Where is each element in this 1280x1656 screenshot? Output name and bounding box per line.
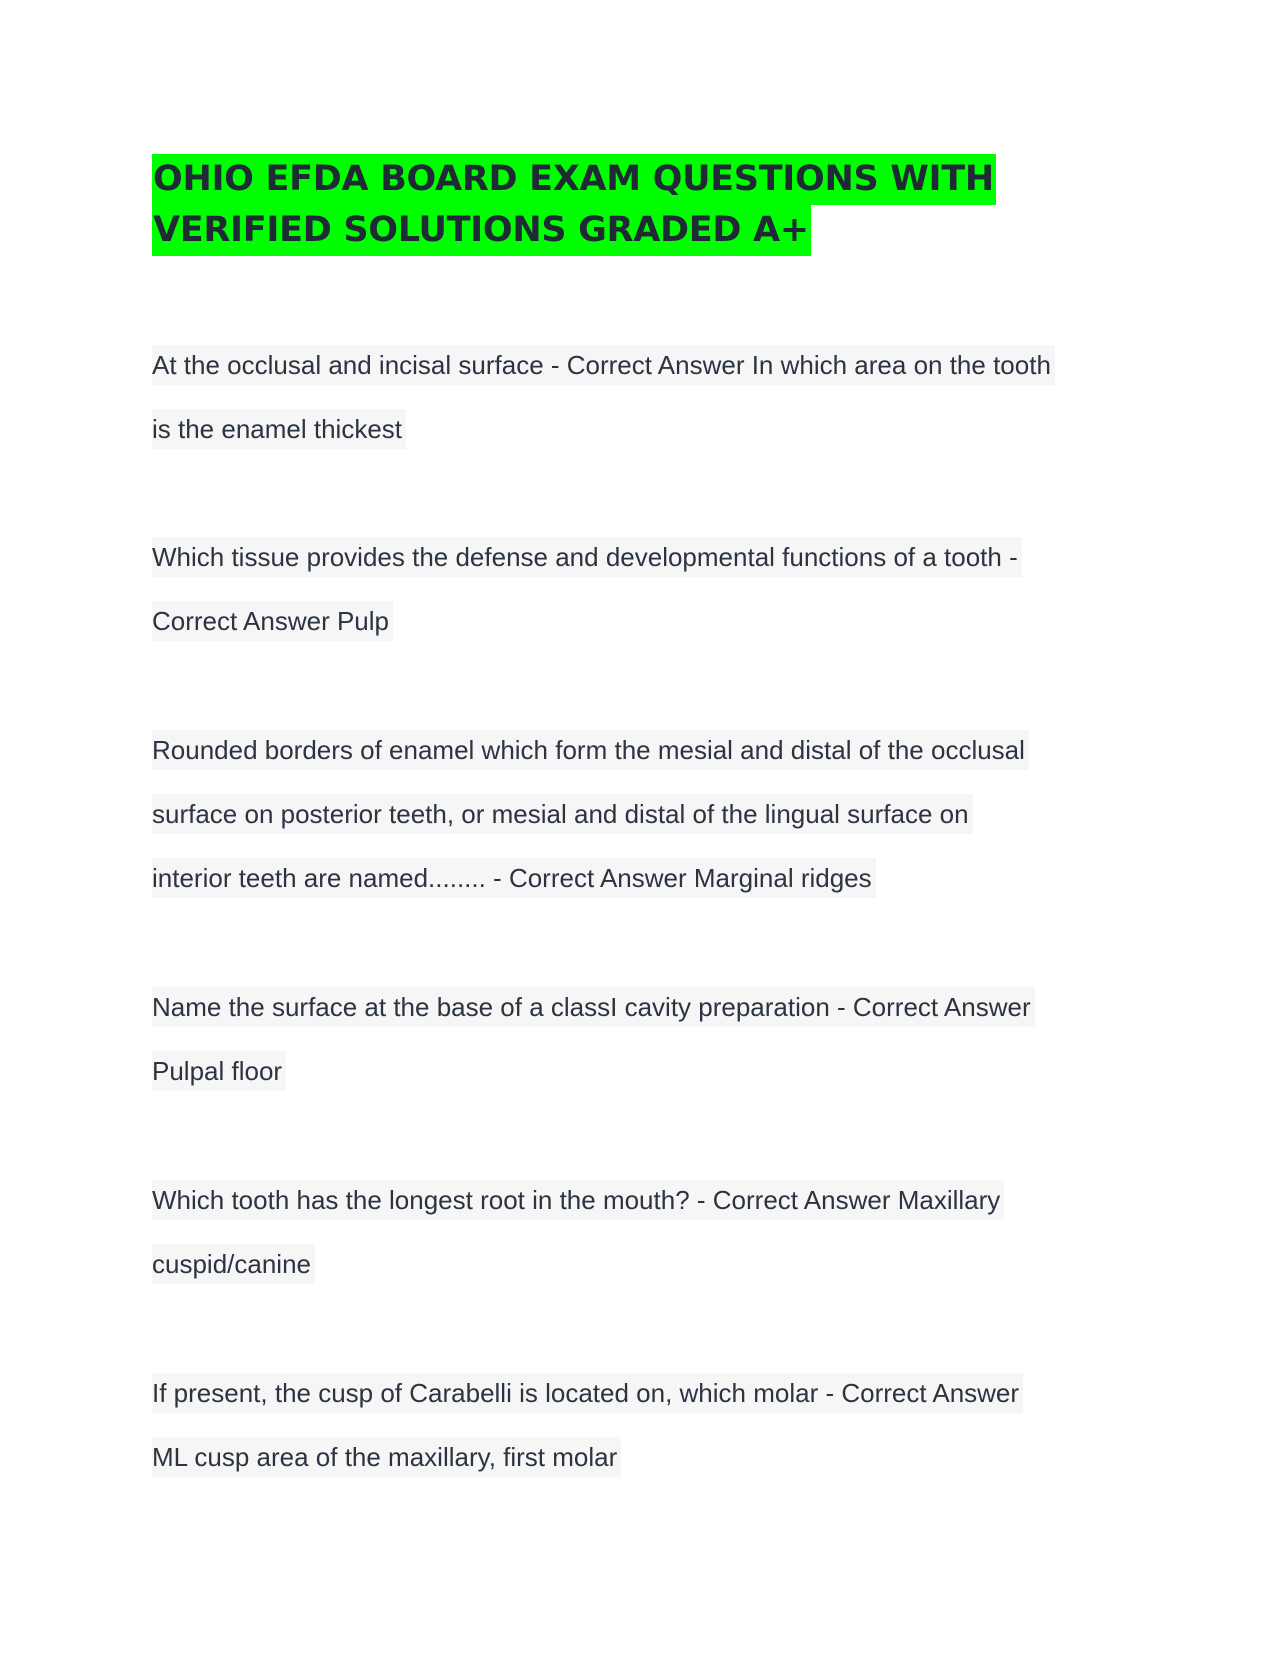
qa-line: Correct Answer Pulp [152,601,393,641]
qa-line: At the occlusal and incisal surface - Correct Answer In which area on the tooth [152,345,1055,385]
qa-line: Which tooth has the longest root in the mouth? - Correct Answer Maxillary [152,1180,1004,1220]
qa-line: Name the surface at the base of a classI cavity preparation - Correct Answer [152,987,1035,1027]
qa-line: Which tissue provides the defense and developmental functions of a tooth - [152,537,1022,577]
qa-line: surface on posterior teeth, or mesial and distal of the lingual surface on [152,794,973,834]
qa-line: ML cusp area of the maxillary, first molar [152,1437,621,1477]
title-line: OHIO EFDA BOARD EXAM QUESTIONS WITH [152,154,996,205]
document-title [152,154,1052,256]
qa-line: interior teeth are named........ - Correct Answer Marginal ridges [152,858,876,898]
title-line: VERIFIED SOLUTIONS GRADED A+ [152,205,811,256]
qa-line: is the enamel thickest [152,409,406,449]
qa-line: If present, the cusp of Carabelli is located on, which molar - Correct Answer [152,1373,1023,1413]
qa-line: Rounded borders of enamel which form the mesial and distal of the occlusal [152,730,1029,770]
qa-line: Pulpal floor [152,1051,286,1091]
qa-line: cuspid/canine [152,1244,315,1284]
